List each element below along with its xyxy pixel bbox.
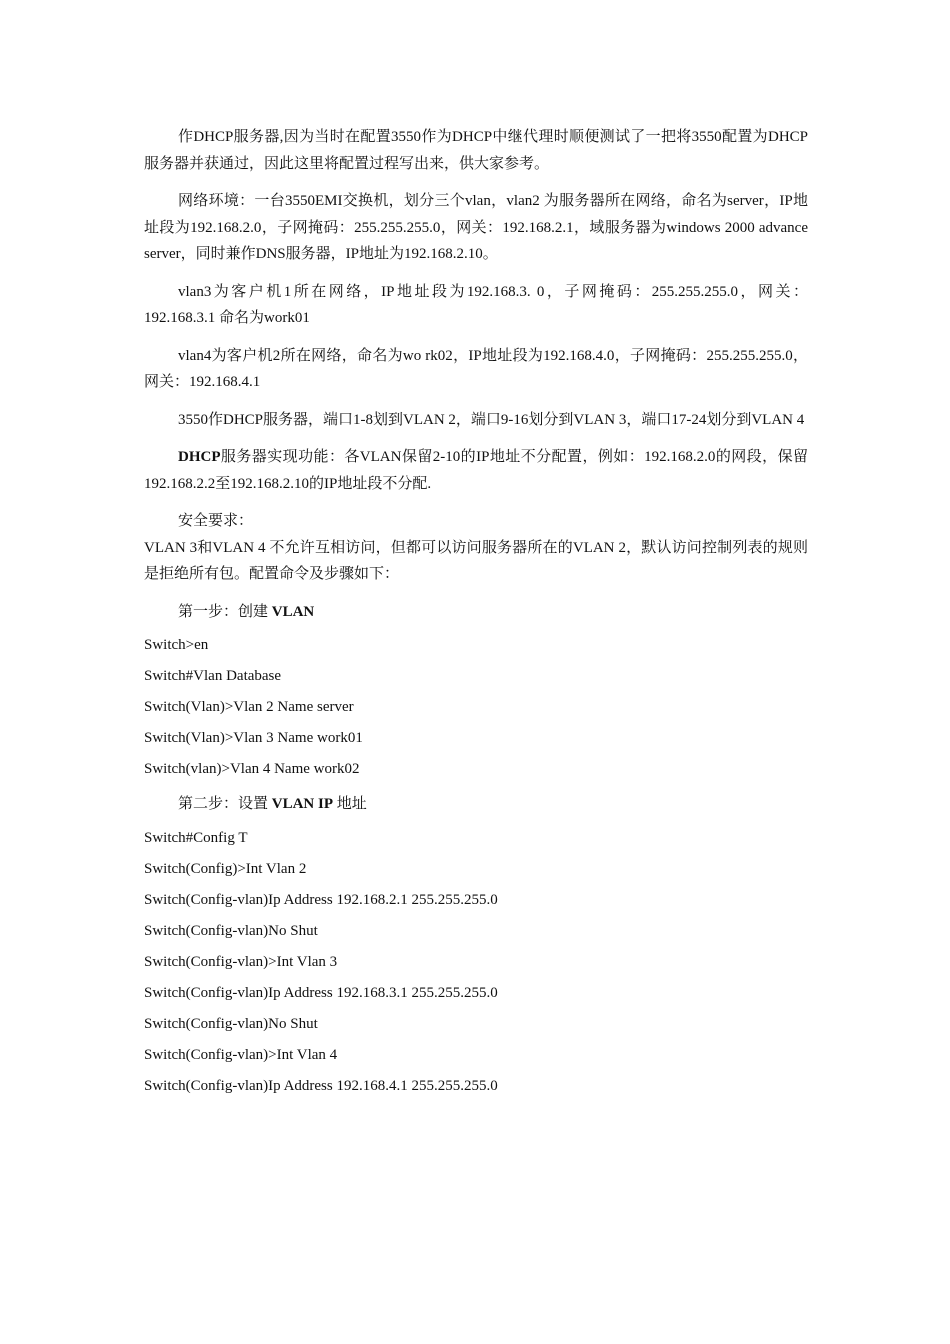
network-environment-paragraph: 网络环境：一台3550EMI交换机，划分三个vlan，vlan2 为服务器所在网络，命名为server，IP地址段为192.168.2.0，子网掩码：255.255.255.0，网关：192.168.2.1，域服务器为windows 2000 advance server，同时兼作DNS服务器，IP地址为192.168.2.10。 [144, 193, 808, 262]
dhcp-function-paragraph [144, 444, 808, 497]
step2-bold: VLAN IP [271, 796, 334, 812]
command-line: Switch#Config T [144, 829, 248, 846]
vlan3-paragraph: vlan3为客户机1所在网络，IP地址段为192.168.3. 0，子网掩码：255.255.255.0，网关：192.168.3.1 命名为work01 [144, 283, 808, 326]
command-line: Switch(Config-vlan)>Int Vlan 3 [144, 953, 338, 970]
step2-command-list [144, 823, 808, 1102]
dhcp-bold-term: DHCP [178, 449, 221, 465]
step1-prefix: 第一步：创建 [178, 603, 272, 620]
command-line: Switch(vlan)>Vlan 4 Name work02 [144, 761, 360, 777]
step2-heading [144, 791, 808, 818]
vlan4-paragraph: vlan4为客户机2所在网络，命名为wo rk02，IP地址段为192.168.4.0，子网掩码：255.255.255.0，网关：192.168.4.1 [144, 347, 808, 390]
security-requirements-paragraph: VLAN 3和VLAN 4 不允许互相访问，但都可以访问服务器所在的VLAN 2，默认访问控制列表的规则是拒绝所有包。配置命令及步骤如下： [144, 539, 808, 582]
command-line: Switch(Vlan)>Vlan 3 Name work01 [144, 730, 363, 746]
command-line: Switch(Config-vlan)Ip Address 192.168.4.1 255.255.255.0 [144, 1077, 498, 1094]
command-line: Switch(Config-vlan)Ip Address 192.168.2.1 255.255.255.0 [144, 891, 498, 908]
step2-suffix: 地址 [333, 796, 367, 812]
dhcp-function-text: 服务器实现功能：各VLAN保留2-10的IP地址不分配置，例如：192.168.2.0的网段，保留192.168.2.2至192.168.2.10的IP地址段不分配. [144, 449, 808, 492]
command-line: Switch>en [144, 637, 209, 653]
step1-bold: VLAN [271, 603, 315, 620]
document-body [144, 124, 808, 1102]
command-line: Switch#Vlan Database [144, 668, 282, 684]
command-line: Switch(Config-vlan)>Int Vlan 4 [144, 1046, 338, 1063]
step2-prefix: 第二步：设置 [178, 796, 272, 812]
command-line: Switch(Config)>Int Vlan 2 [144, 860, 307, 877]
step1-command-list [144, 630, 808, 785]
command-line: Switch(Config-vlan)Ip Address 192.168.3.1 255.255.255.0 [144, 984, 498, 1001]
security-heading: 安全要求： [178, 513, 254, 529]
step1-heading [144, 599, 808, 626]
intro-paragraph: 作DHCP服务器,因为当时在配置3550作为DHCP中继代理时顺便测试了一把将3550配置为DHCP服务器并获通过，因此这里将配置过程写出来，供大家参考。 [144, 129, 808, 172]
port-assignment-paragraph: 3550作DHCP服务器，端口1-8划到VLAN 2，端口9-16划分到VLAN 3，端口17-24划分到VLAN 4 [178, 411, 805, 428]
command-line: Switch(Config-vlan)No Shut [144, 1015, 318, 1032]
command-line: Switch(Config-vlan)No Shut [144, 922, 318, 939]
command-line: Switch(Vlan)>Vlan 2 Name server [144, 699, 354, 715]
